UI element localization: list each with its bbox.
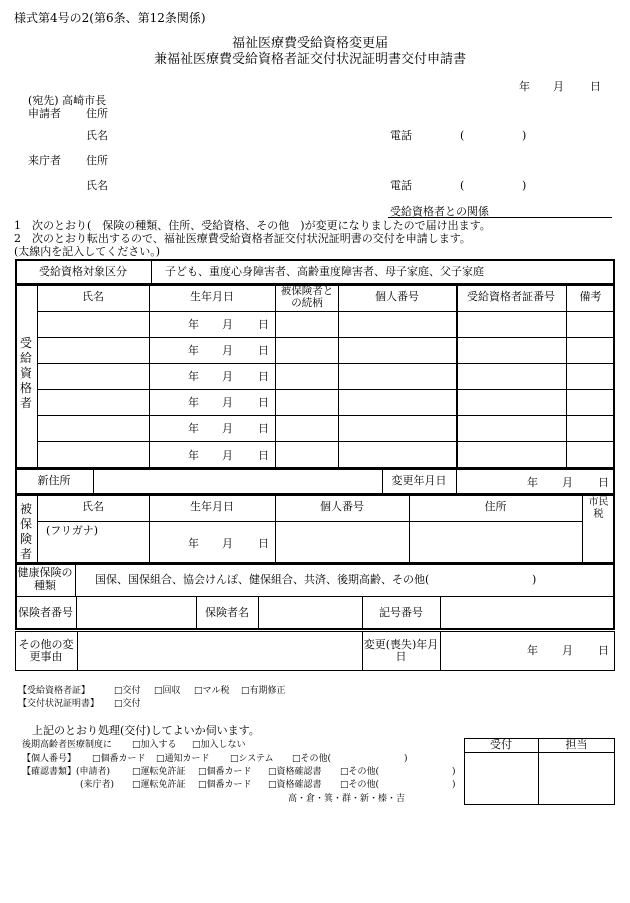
loss-date-label: 変更(喪失)年月日 — [363, 637, 439, 663]
receipt-header: 受付 — [490, 737, 512, 751]
col-header-certificate-number: 受給資格者証番号 — [467, 290, 555, 304]
relation-label: 受給資格者との関係 — [390, 205, 489, 218]
approval-text: 上記のとおり処理(交付)してよいか伺います。 — [32, 724, 260, 737]
insured-header-personal-number: 個人番号 — [320, 500, 364, 514]
opt-tax[interactable]: □マル税 — [194, 686, 230, 696]
charge-header: 担当 — [565, 737, 588, 751]
opt-id-other[interactable]: □その他( — [340, 767, 380, 777]
col-header-name: 氏名 — [82, 290, 104, 304]
opt-collect[interactable]: □回収 — [154, 686, 181, 696]
statement-1: 1 次のとおり( 保険の種類、住所、受給資格、その他 )が変更になりましたので届け出ます。 — [14, 219, 491, 232]
status-cert-label: 【交付状況証明書】 — [18, 699, 100, 709]
cert-status-label: 【受給資格者証】 — [18, 686, 91, 696]
insurer-number-label: 保険者番号 — [18, 605, 73, 619]
col-header-birthdate: 生年月日 — [190, 290, 234, 304]
late-elderly-label: 後期高齢者医療制度に — [22, 740, 113, 750]
insurer-name-label: 保険者名 — [205, 605, 249, 619]
addressee: (宛先) 高崎市長 — [28, 94, 107, 107]
col-header-personal-number: 個人番号 — [375, 290, 419, 304]
recipients-side-label: 受給資格者 — [19, 336, 32, 410]
other-reason-row — [15, 631, 615, 671]
furigana-label: (フリガナ) — [46, 524, 99, 537]
opt-notice-card[interactable]: □通知カード — [156, 754, 210, 764]
category-label: 受給資格対象区分 — [39, 264, 127, 278]
insured-header-name: 氏名 — [82, 500, 104, 514]
change-date-label: 変更年月日 — [391, 474, 447, 488]
form-subtitle: 兼福祉医療費受給資格者証交付状況証明書交付申請書 — [154, 52, 467, 67]
insurance-type-options: 国保、国保組合、協会けんぽ、健保組合、共済、後期高齢、その他( — [95, 573, 430, 586]
id-docs-visitor-label: (来庁者) — [80, 780, 115, 790]
opt-system[interactable]: □システム — [230, 754, 274, 764]
insured-side-label: 被保険者 — [19, 502, 32, 561]
birth-day-unit: 日 — [258, 318, 269, 331]
opt-other-personal[interactable]: □その他( — [292, 754, 332, 764]
form-number: 様式第4号の2(第6条、第12条関係) — [14, 11, 206, 25]
opt-status-issue[interactable]: □交付 — [114, 699, 141, 709]
category-value: 子ども、重度心身障害者、高齢重度障害者、母子家庭、父子家庭 — [165, 264, 484, 278]
opt-id-mynumber[interactable]: □個番カード — [198, 767, 252, 777]
opt-qualification[interactable]: □資格確認書 — [268, 767, 322, 777]
opt-mynumber-card[interactable]: □個番カード — [92, 754, 146, 764]
birth-month-unit: 月 — [222, 318, 233, 331]
opt-visitor-other[interactable]: □その他( — [340, 780, 380, 790]
statement-2: 2 次のとおり転出するので、福祉医療費受給資格者証交付状況証明書の交付を申請します。 — [14, 232, 471, 245]
form-title: 福祉医療費受給資格変更届 — [232, 36, 389, 51]
insured-header-tax: 市民税 — [588, 497, 609, 520]
symbol-number-label: 記号番号 — [379, 605, 423, 619]
id-docs-applicant-label: 【確認書類】(申請者) — [22, 767, 111, 777]
opt-license[interactable]: □運転免許証 — [132, 767, 186, 777]
opt-issue[interactable]: □交付 — [114, 686, 141, 696]
opt-join[interactable]: □加入する — [132, 740, 177, 750]
col-header-note: 備考 — [579, 290, 602, 304]
relation-underline — [388, 217, 612, 218]
opt-visitor-qualification[interactable]: □資格確認書 — [268, 780, 322, 790]
opt-fixed-term[interactable]: □有期修正 — [241, 686, 286, 696]
insured-header-birthdate: 生年月日 — [190, 500, 234, 514]
birth-year-unit: 年 — [188, 318, 199, 331]
statement-note: (太線内を記入してください。) — [14, 245, 161, 258]
other-reason-label: その他の変更事由 — [18, 637, 74, 663]
opt-visitor-license[interactable]: □運転免許証 — [132, 780, 186, 790]
branch-offices: 高・倉・箕・群・新・榛・吉 — [288, 794, 406, 804]
insurance-type-label: 健康保険の種類 — [17, 566, 73, 592]
insured-header-address: 住所 — [484, 500, 507, 514]
new-address-label: 新住所 — [37, 474, 71, 488]
opt-visitor-mynumber[interactable]: □個番カード — [198, 780, 252, 790]
personal-number-label: 【個人番号】 — [22, 754, 77, 764]
col-header-relation: 被保険者との続柄 — [280, 284, 334, 309]
opt-not-join[interactable]: □加入しない — [192, 740, 246, 750]
new-address-row — [15, 468, 615, 495]
